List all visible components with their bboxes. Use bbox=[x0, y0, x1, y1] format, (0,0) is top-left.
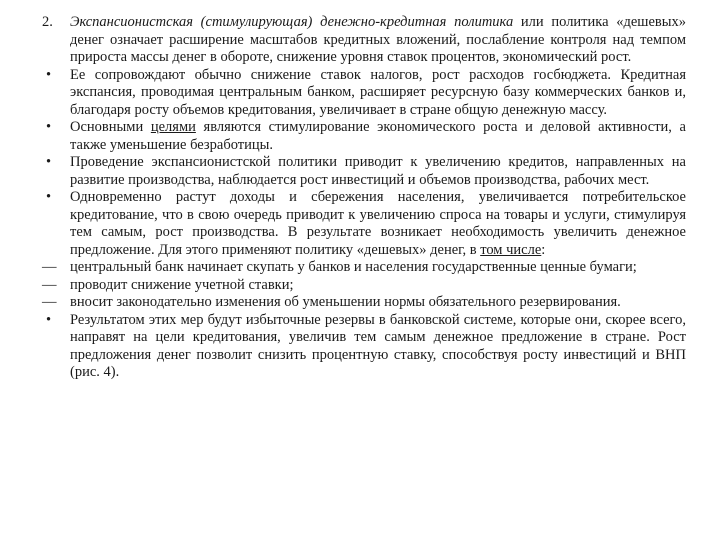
item-text: Основными bbox=[70, 119, 151, 135]
slide-body bbox=[42, 14, 686, 382]
item-text: вносит законодательно изменения об уменьшении нормы обязательного резервирования. bbox=[70, 294, 621, 310]
list-item bbox=[42, 294, 686, 312]
item-text: центральный банк начинает скупать у банков и населения государственные ценные бумаги; bbox=[70, 259, 637, 275]
item-number: 2. bbox=[42, 14, 53, 30]
item-text: Проведение экспансионистской политики приводит к увеличению кредитов, направленных на развитие производства, наблюдается рост инвестиций и объемов производства, рабочих мест. bbox=[70, 154, 686, 188]
dash-icon: — bbox=[42, 294, 57, 310]
item-text: являются стимулирование экономического роста и деловой активности, а также уменьшение безработицы. bbox=[70, 119, 686, 153]
underlined-term: целями bbox=[150, 119, 196, 135]
list-item bbox=[42, 276, 686, 295]
list-item-intro bbox=[42, 14, 686, 67]
bullet-icon: • bbox=[46, 66, 52, 83]
bullet-icon: • bbox=[46, 311, 52, 328]
item-text: проводит снижение учетной ставки; bbox=[70, 276, 294, 293]
item-text: Ее сопровождают обычно снижение ставок налогов, рост расходов госбюджета. Кредитная экспансия, проводимая центральным банком, расширяет ресурсную базу коммерческих банков и, благодаря росту объемов кредитования, увеличивает в стране общую денежную массу. bbox=[70, 66, 686, 118]
item-text: : bbox=[541, 241, 546, 258]
policy-term: Экспансионистская (стимулирующая) денежно-кредитная политика bbox=[70, 14, 514, 30]
list-item bbox=[42, 259, 686, 277]
list-item bbox=[46, 154, 686, 189]
item-text: Результатом этих мер будут избыточные резервы в банковской системе, которые они, скорее всего, направят на цели кредитования, увеличив тем самым денежное предложение в стране. Рост предложения денег позволит снизить процентную ставку, способствуя росту инвестиций и ВНП (рис. 4). bbox=[70, 311, 686, 380]
bullet-icon: • bbox=[46, 154, 52, 170]
dash-icon: — bbox=[42, 259, 57, 275]
bullet-icon: • bbox=[46, 119, 52, 135]
item-text: или политика «дешевых» денег означает расширение масштабов кредитных вложений, послабление контроля над темпом прироста массы денег в обороте, снижение уровня ставок процентов, экономический рост. bbox=[70, 14, 686, 65]
bullet-icon: • bbox=[46, 189, 52, 205]
underlined-term: том числе bbox=[480, 241, 542, 258]
list-item bbox=[46, 312, 686, 382]
item-text: Одновременно растут доходы и сбережения населения, увеличивается потребительское кредитование, что в свою очередь приводит к увеличению спроса на товары и услуги, стимулируя тем самым, рост производства. В результате возникает необходимость увеличить денежное предложение. Для этого применяют политику «дешевых» денег, в bbox=[70, 189, 686, 258]
dash-icon: — bbox=[42, 276, 57, 293]
list-item bbox=[46, 67, 686, 120]
list-item bbox=[46, 119, 686, 154]
list-item bbox=[46, 189, 686, 259]
